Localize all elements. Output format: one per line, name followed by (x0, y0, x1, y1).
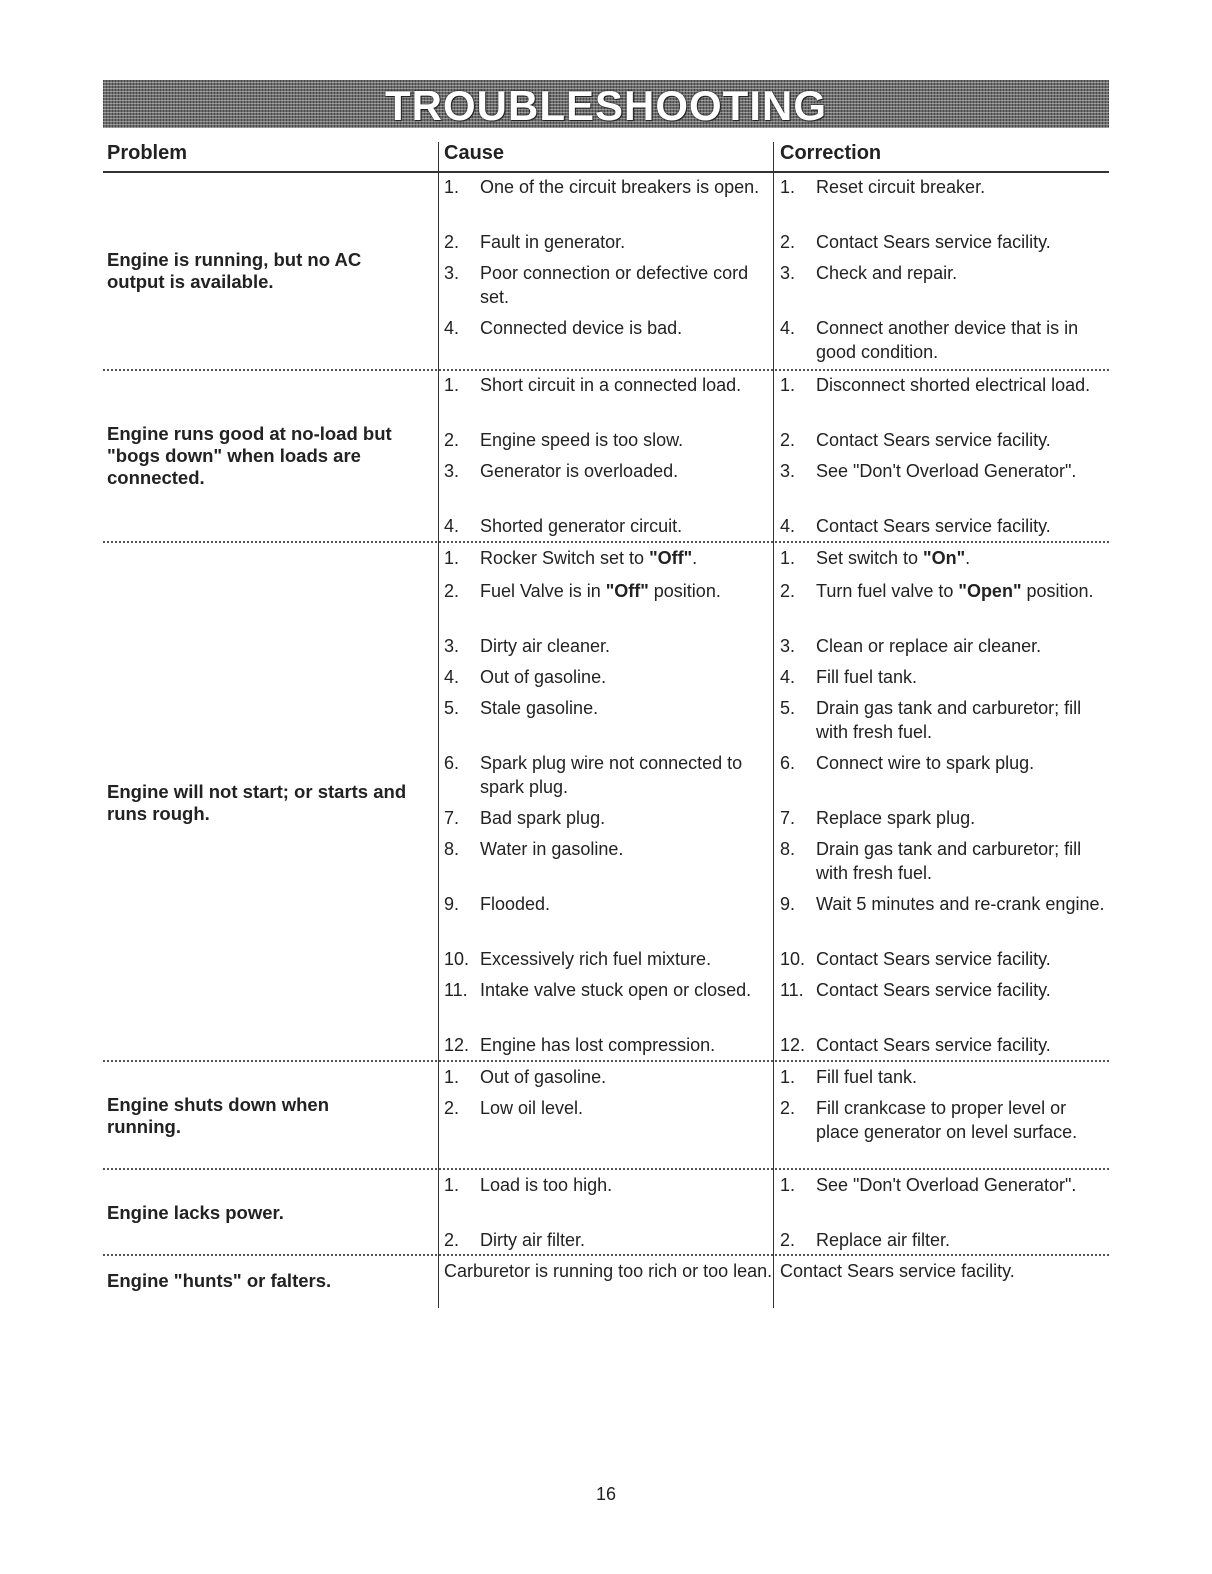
problem-text: Engine runs good at no-load but "bogs down" when loads are connected. (107, 423, 392, 488)
header-rule (103, 171, 1109, 173)
problem-text: Engine "hunts" or falters. (107, 1270, 332, 1291)
problem-text: Engine is running, but no AC output is available. (107, 249, 362, 292)
column-divider (438, 142, 439, 1308)
title-banner (103, 80, 1109, 128)
header-problem: Problem (107, 142, 188, 164)
header-cause: Cause (444, 142, 505, 164)
page-number: 16 (595, 1484, 617, 1504)
section-divider (103, 1168, 1109, 1170)
section-divider (103, 369, 1109, 371)
page-title: TROUBLESHOOTING (385, 82, 827, 129)
problem-text: Engine shuts down when running. (107, 1094, 329, 1137)
section-divider (103, 541, 1109, 543)
section-divider (103, 1254, 1109, 1256)
section-divider (103, 1060, 1109, 1062)
header-correction: Correction (780, 142, 882, 164)
problem-text: Engine will not start; or starts and runs rough. (107, 781, 407, 824)
problem-text: Engine lacks power. (107, 1202, 284, 1223)
column-divider (773, 142, 774, 1308)
